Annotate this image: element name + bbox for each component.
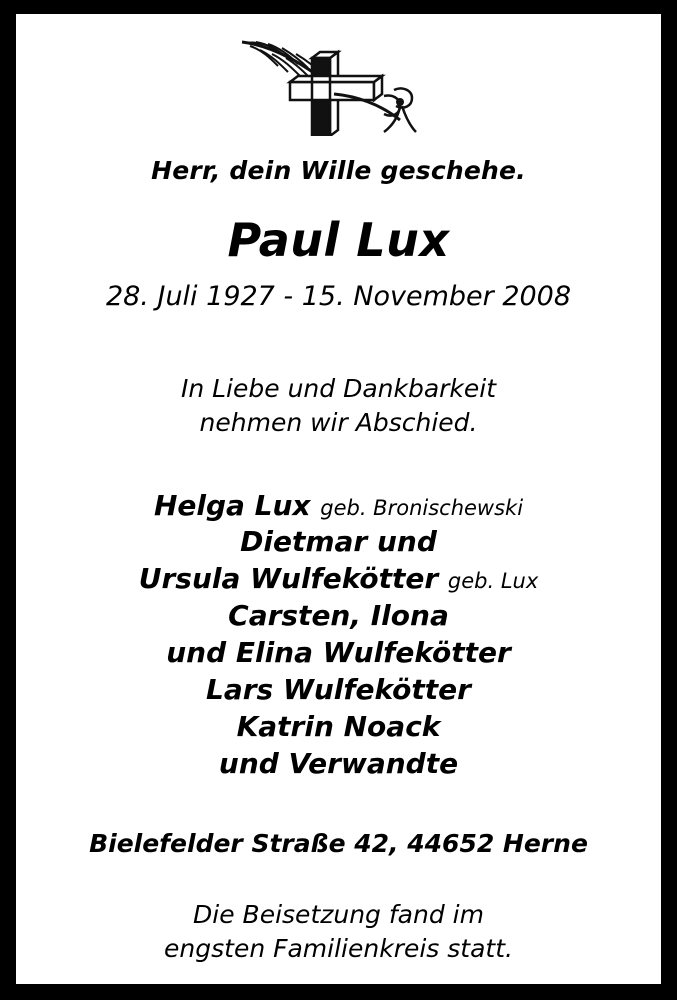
family-member-name: und Elina Wulfekötter [166, 636, 511, 670]
family-member-name: Katrin Noack [236, 710, 441, 744]
family-member-name: Helga Lux [153, 488, 311, 522]
family-member [139, 598, 539, 635]
family-member [139, 709, 539, 746]
family-member [139, 488, 539, 525]
dedication-text [181, 372, 496, 440]
family-member [139, 524, 539, 561]
cross-with-palm-branch-icon [234, 36, 444, 136]
notice-paper [16, 14, 661, 984]
dedication-line-2: nehmen wir Abschied. [199, 407, 478, 437]
family-member-name: und Verwandte [218, 747, 459, 781]
family-list [139, 488, 539, 784]
life-dates: 28. Juli 1927 - 15. November 2008 [105, 281, 572, 312]
family-member-suffix: geb. Lux [447, 569, 539, 594]
family-member [139, 746, 539, 783]
motto-text: Herr, dein Wille geschehe. [151, 156, 526, 185]
family-member-suffix: geb. Bronischewski [320, 495, 524, 520]
family-member-name: Ursula Wulfekötter [138, 562, 439, 596]
family-member [139, 561, 539, 598]
closing-line-1: Die Beisetzung fand im [193, 900, 484, 930]
closing-line-2: engsten Familienkreis statt. [164, 933, 513, 963]
family-member [139, 672, 539, 709]
deceased-name: Paul Lux [227, 213, 450, 267]
family-member-name: Carsten, Ilona [228, 599, 449, 633]
family-member [139, 635, 539, 672]
family-member-name: Dietmar und [240, 525, 437, 559]
dedication-line-1: In Liebe und Dankbarkeit [180, 374, 497, 403]
closing-text [164, 898, 513, 966]
address-text: Bielefelder Straße 42, 44652 Herne [89, 829, 588, 859]
family-member-name: Lars Wulfekötter [206, 673, 471, 707]
